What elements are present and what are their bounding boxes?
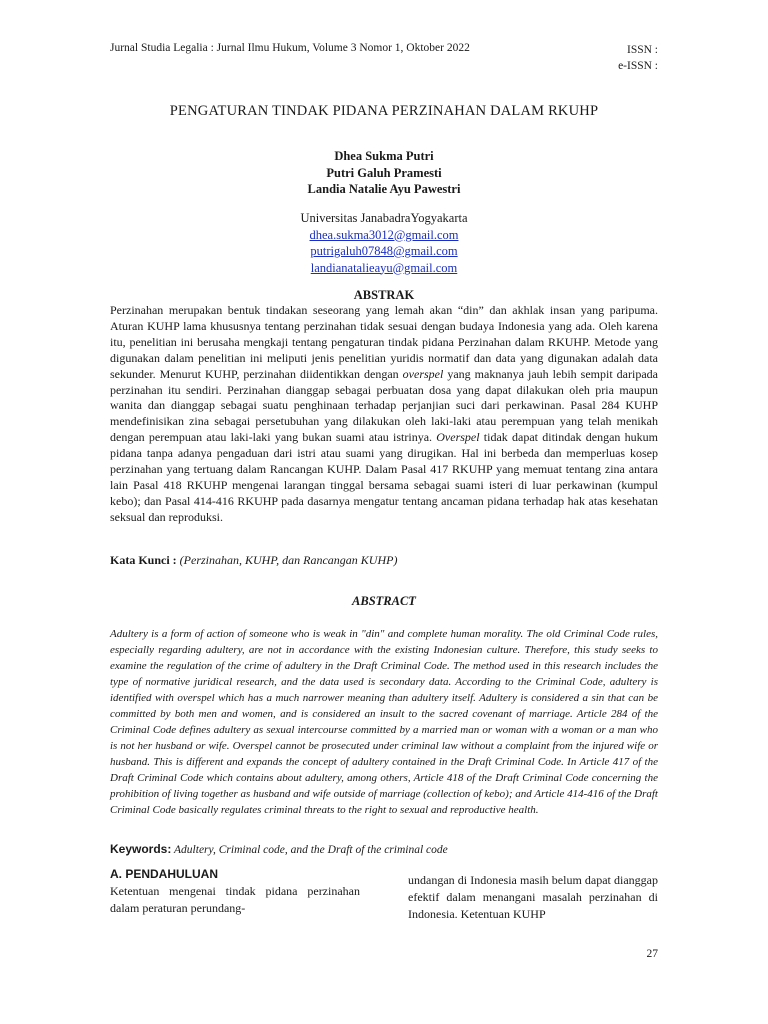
abstract-heading: ABSTRACT	[352, 594, 416, 608]
kata-kunci-label: Kata Kunci :	[110, 553, 177, 567]
abstrak-text: tidak dapat ditindak dengan hukum pidana tanpa adanya pengaduan dari istri atau suami yang dirugikan. Hal ini berbeda dan memperluas kosep perzinahan yang tertuang dalam Rancangan KUHP. Dalam Pasal 417 RKUHP yang memuat tentang zina antara lain Pasal 418 RKUHP mengenai larangan tinggal bersama sebagai suami isteri di luar perkawinan (kumpul kebo); dan Pasal 414-416 RKUHP pada dasarnya mengatur tentang ancaman pidana terhadap hak atas kesehatan seksual dan reproduksi.	[110, 430, 658, 524]
body-text: Ketentuan mengenai tindak pidana perzinahan dalam peraturan perundang-	[110, 884, 360, 915]
author-name: Putri Galuh Pramesti	[326, 165, 442, 180]
issn-block	[618, 42, 658, 74]
abstrak-heading: ABSTRAK	[353, 288, 415, 302]
author-email-link[interactable]: dhea.sukma3012@gmail.com	[309, 227, 459, 242]
keywords-label: Keywords:	[110, 842, 172, 856]
journal-citation: Jurnal Studia Legalia : Jurnal Ilmu Hukum, Volume 3 Nomor 1, Oktober 2022	[110, 42, 470, 54]
abstract-body: Adultery is a form of action of someone who is weak in "din" and complete human morality. The old Criminal Code rules, especially regarding adultery, are not in accordance with the existing Indonesian culture. Therefore, this study seeks to examine the regulation of the crime of adultery in the Draft Criminal Code. The method used in this research includes the type of normative juridical research, and the data used is secondary data. According to the Criminal Code, adultery is identified with overspel which has a much narrower meaning than adultery itself. Adultery is considered a sin that can be committed by both men and women, and is considered an insult to the sacred covenant of marriage. Article 284 of the Criminal Code defines adultery as sexual intercourse committed by a married man or woman with a woman or a man who is not her husband or wife. Overspel cannot be prosecuted under criminal law without a complaint from the injured wife or husband. This is different and expands the concept of adultery contained in the Draft Criminal Code. In Article 417 of the Draft Criminal Code which contains about adultery, among others, Article 418 of the Draft Criminal Code concerning the prohibition of living together as husband and wife outside of marriage (collection of kebo); and Article 414-416 of the Draft Criminal Code basically regulates criminal threats to the right to sexual and reproductive health.	[110, 628, 658, 816]
abstrak-text: Perzinahan merupakan bentuk tindakan seseorang yang lemah akan “din” dan akhlak insan yang paripuma. Aturan KUHP lama khususnya tentang perzinahan tidak sesuai dengan budaya Indonesia yang ada. Oleh karena itu, penelitian ini berusaha mengkaji tentang pengaturan tindak pidana Perzinahan dalam RKUHP. Metode yang digunakan dalam penelitian ini meliputi jenis penelitian yuridis normatif dan data yang digunakan adalah data sekunder. Menurut KUHP, perzinahan diidentikkan dengan	[110, 303, 658, 381]
affiliation-block	[0, 210, 768, 276]
author-name: Landia Natalie Ayu Pawestri	[307, 182, 461, 196]
kata-kunci-value: (Perzinahan, KUHP, dan Rancangan KUHP)	[176, 553, 398, 567]
section-heading: A. PENDAHULUAN	[110, 867, 218, 881]
abstrak-italic-term: overspel	[402, 366, 444, 381]
kata-kunci	[110, 553, 658, 568]
keywords-value: Adultery, Criminal code, and the Draft of the criminal code	[171, 844, 448, 856]
issn-label: ISSN :	[627, 44, 658, 56]
author-name: Dhea Sukma Putri	[334, 149, 434, 163]
author-list	[0, 148, 768, 198]
eissn-label: e-ISSN :	[618, 60, 658, 72]
abstrak-body	[110, 303, 658, 526]
body-column-right: undangan di Indonesia masih belum dapat dianggap efektif dalam menangani masalah perzinahan di Indonesia. Ketentuan KUHP	[408, 873, 658, 921]
page-number: 27	[646, 948, 658, 960]
keywords	[110, 842, 658, 856]
abstrak-text: yang maknanya jauh lebih sempit daripada perzinahan itu sendiri. Perzinahan dianggap sebagai perbuatan dosa yang dapat dilakukan oleh pria maupun wanita dan dianggap sebagai suatu penghinaan terhadap perjanjian suci dari perkawinan. Pasal 284 KUHP mendefinisikan zina sebagai persetubuhan yang dilakukan oleh laki-laki atau perempuan yang telah menikah dengan perempuan atau laki-laki yang bukan suami atau istrinya.	[110, 366, 658, 445]
abstrak-italic-term: Overspel	[436, 430, 480, 445]
paper-title: PENGATURAN TINDAK PIDANA PERZINAHAN DALAM RKUHP	[169, 103, 599, 119]
author-email-link[interactable]: putrigaluh07848@gmail.com	[310, 244, 458, 258]
affiliation: Universitas JanabadraYogyakarta	[300, 211, 468, 225]
body-column-left	[110, 866, 360, 917]
author-email-link[interactable]: landianatalieayu@gmail.com	[310, 260, 458, 275]
